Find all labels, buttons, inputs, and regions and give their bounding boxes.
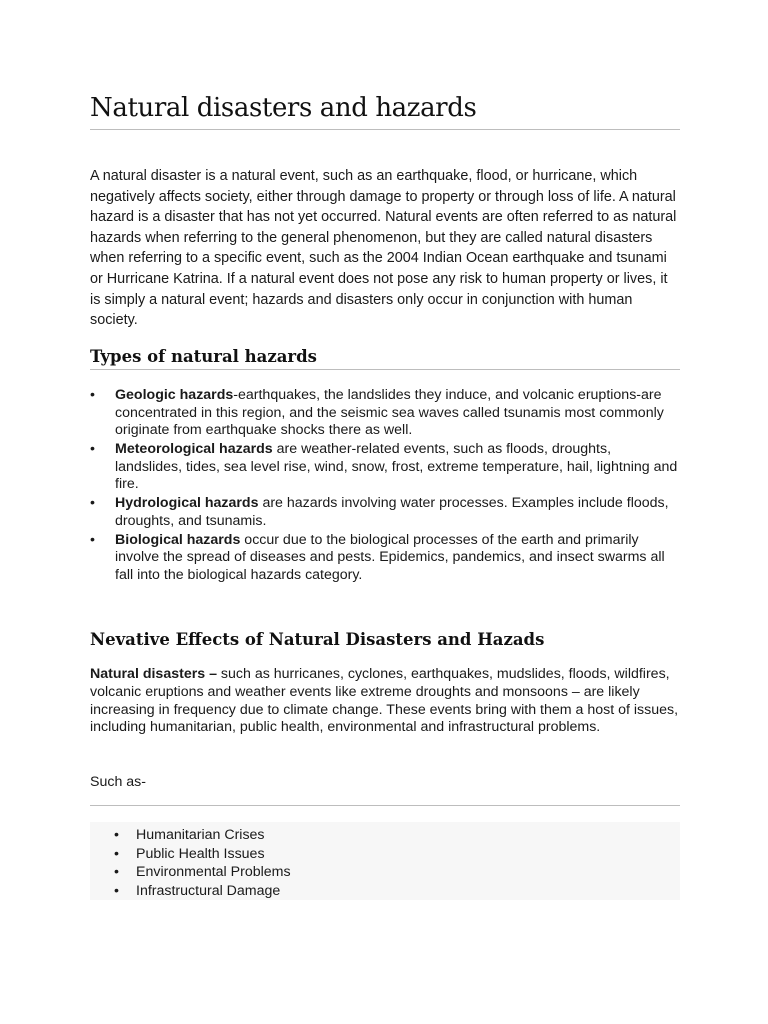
hazard-term: Biological hazards xyxy=(115,531,241,548)
such-as-label: Such as- xyxy=(90,774,146,790)
issue-label: Humanitarian Crises xyxy=(136,827,265,843)
effects-lead-term: Natural disasters – xyxy=(90,666,217,682)
list-item-issue xyxy=(114,845,291,864)
list-item-issue xyxy=(114,863,291,882)
hazard-term: Meteorological hazards xyxy=(115,441,273,457)
effects-lead-text: such as hurricanes, cyclones, earthquakes, mudslides, floods, wildfires, volcanic eruptions and weather events like extreme droughts and monsoons – are likely increasing in frequency due to climate change. These events bring with them a host of issues, including humanitarian, public health, environmental and infrastructural problems. xyxy=(90,666,679,736)
hazard-description: -earthquakes, the landslides they induce, and volcanic eruptions-are concentrated in this region, and the seismic sea waves called tsunamis most commonly originate from earthquake shocks there as well. xyxy=(115,387,664,438)
hazard-description: occur due to the biological processes of the earth and primarily involve the spread of diseases and pests. Epidemics, pandemics, and insect swarms all fall into the biological hazards category. xyxy=(115,531,665,583)
bullet-icon: • xyxy=(90,441,95,457)
types-divider xyxy=(90,369,680,370)
bullet-icon: • xyxy=(114,882,119,899)
list-item-geologic-hazards xyxy=(90,387,680,440)
effects-heading: Nevative Effects of Natural Disasters and Hazads xyxy=(90,630,545,649)
effects-paragraph xyxy=(90,666,680,737)
bullet-icon: • xyxy=(90,387,95,403)
title-divider xyxy=(90,129,680,130)
types-heading: Types of natural hazards xyxy=(90,347,317,366)
hazard-term: Hydrological hazards xyxy=(115,495,259,511)
bullet-icon: • xyxy=(114,845,119,862)
bullet-icon: • xyxy=(90,531,95,548)
list-item-meteorological-hazards xyxy=(90,441,680,494)
issue-label: Public Health Issues xyxy=(136,845,265,862)
bullet-icon: • xyxy=(114,864,119,880)
bullet-icon: • xyxy=(114,827,119,843)
page-title: Natural disasters and hazards xyxy=(90,93,477,123)
issues-box xyxy=(90,822,680,900)
hazard-description: are hazards involving water processes. Examples include floods, droughts, and tsunamis. xyxy=(115,495,669,529)
issues-list xyxy=(114,826,291,900)
intro-paragraph: A natural disaster is a natural event, such as an earthquake, flood, or hurricane, which negatively affects society, either through damage to property or through loss of life. A natural hazard is a disaster that has not yet occurred. Natural events are often referred to as natural hazards when referring to the general phenomenon, but they are called natural disasters when referring to a specific event, such as the 2004 Indian Ocean earthquake and tsunami or Hurricane Katrina. If a natural event does not pose any risk to human property or lives, it is simply a natural event; hazards and disasters only occur in conjunction with human society. xyxy=(90,168,677,329)
hazard-term: Geologic hazards xyxy=(115,387,234,403)
issue-label: Infrastructural Damage xyxy=(136,882,281,899)
list-item-issue xyxy=(114,826,291,845)
hazard-types-list xyxy=(90,387,680,586)
list-item-biological-hazards xyxy=(90,532,680,585)
list-item-hydrological-hazards xyxy=(90,495,680,530)
list-item-issue xyxy=(114,882,291,901)
bullet-icon: • xyxy=(90,495,95,511)
effects-divider xyxy=(90,805,680,806)
hazard-description: are weather-related events, such as floods, droughts, landslides, tides, sea level rise, wind, snow, frost, extreme temperature, hail, lightning and fire. xyxy=(115,441,678,492)
issue-label: Environmental Problems xyxy=(136,864,291,880)
